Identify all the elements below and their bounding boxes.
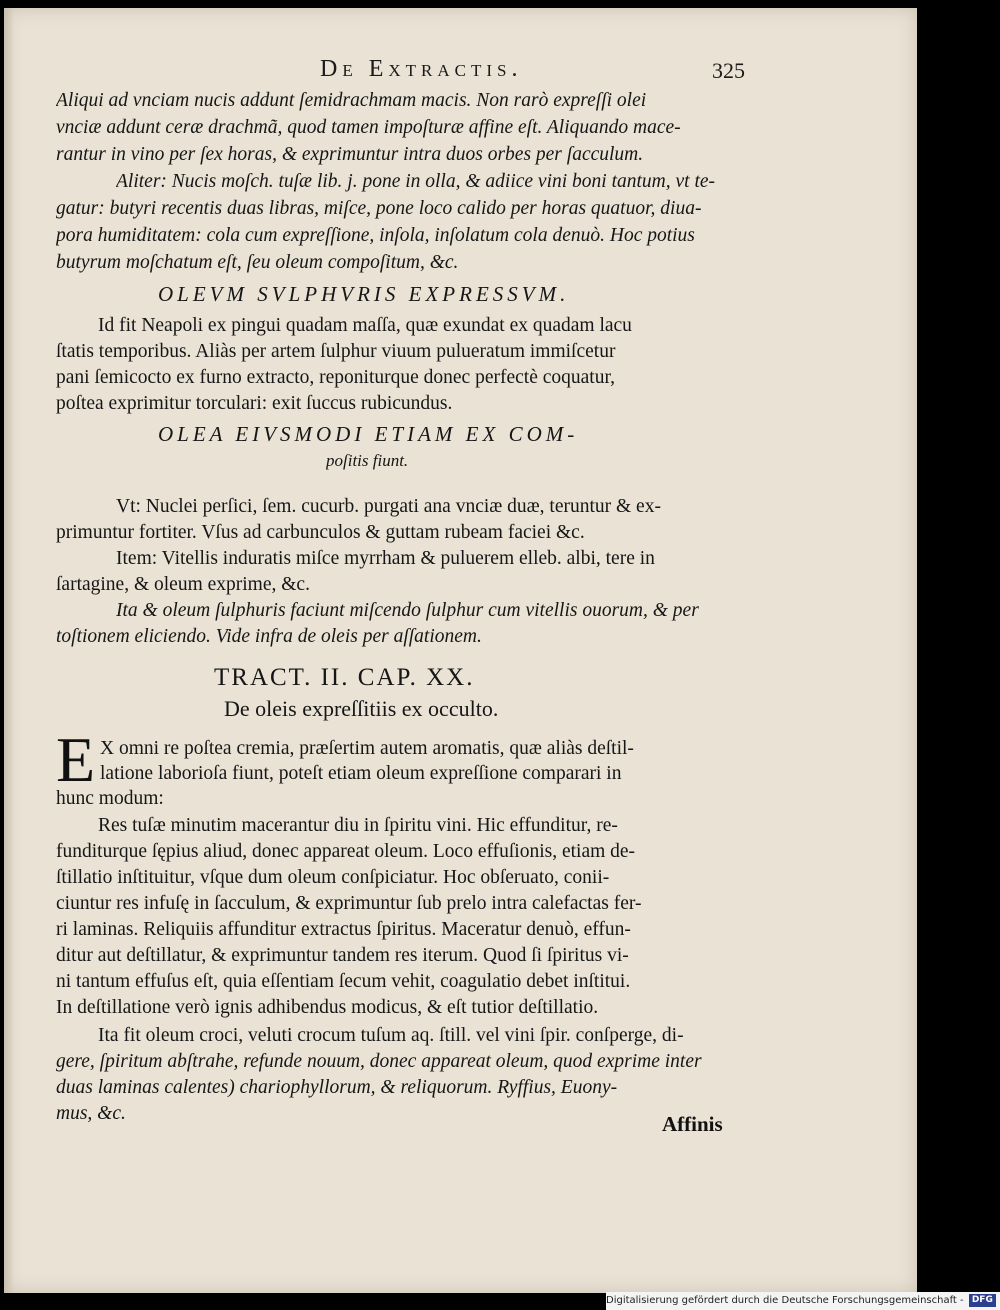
section-heading-continued: poſitis fiunt. [326, 451, 409, 470]
text-line: funditurque ſępius aliud, donec appareat oleum. Loco effuſionis, etiam de- [56, 841, 636, 862]
text-line: pora humiditatem: cola cum expreſſione, inſola, inſolatum cola denuò. Hoc potius [56, 225, 695, 246]
text-line: ciuntur res infuſę in ſacculum, & exprimuntur ſub prelo intra calefactas fer- [56, 893, 642, 914]
dfg-logo: DFG [969, 1294, 996, 1307]
text-line: poſtea exprimitur torculari: exit ſuccus rubicundus. [56, 393, 453, 414]
text-line: pani ſemicocto ex furno extracto, reponiturque donec perfectè coquatur, [56, 367, 616, 388]
text-line: Vt: Nuclei perſici, ſem. cucurb. purgati ana vnciæ duæ, teruntur & ex- [116, 496, 661, 517]
text-line: primuntur fortiter. Vſus ad carbunculos & guttam rubeam faciei &c. [56, 522, 585, 543]
chapter-heading: TRACT. II. CAP. XX. [214, 664, 475, 691]
section-heading: OLEA EIVSMODI ETIAM EX COM- [158, 422, 579, 446]
text-line: Ita fit oleum croci, veluti crocum tuſum aq. ſtill. vel vini ſpir. conſperge, di- [98, 1025, 684, 1046]
text-line: ditur aut deſtillatur, & exprimuntur tandem res iterum. Quod ſi ſpiritus vi- [56, 945, 629, 966]
drop-cap: E [56, 724, 96, 795]
running-head: De Extractis. [320, 56, 523, 82]
text-line: Item: Vitellis induratis miſce myrrham & puluerem elleb. albi, tere in [116, 548, 655, 569]
catchword: Affinis [662, 1112, 723, 1136]
text-line: duas laminas calentes) chariophyllorum, & reliquorum. Ryffius, Euony- [56, 1077, 618, 1098]
text-line: Ita & oleum ſulphuris faciunt miſcendo ſulphur cum vitellis ouorum, & per [116, 600, 699, 621]
page-number: 325 [712, 58, 745, 83]
text-line: gere, ſpiritum abſtrahe, refunde nouum, donec appareat oleum, quod exprime inter [56, 1051, 702, 1072]
text-line: hunc modum: [56, 788, 164, 809]
text-line: X omni re poſtea cremia, præſertim autem aromatis, quæ aliàs deſtil- [100, 738, 634, 759]
page-gutter-shadow [4, 8, 14, 1293]
text-line: rantur in vino per ſex horas, & exprimuntur intra duos orbes per ſacculum. [56, 144, 644, 165]
text-line: gatur: butyri recentis duas libras, miſce, pone loco calido per horas quatuor, diua- [56, 198, 702, 219]
text-line: Id fit Neapoli ex pingui quadam maſſa, quæ exundat ex quadam lacu [98, 315, 632, 336]
text-line: vnciæ addunt ceræ drachmã, quod tamen impoſturæ affine eſt. Aliquando mace- [56, 117, 681, 138]
section-heading: OLEVM SVLPHVRIS EXPRESSVM. [158, 282, 570, 306]
text-line: Res tuſæ minutim macerantur diu in ſpiritu vini. Hic effunditur, re- [98, 815, 618, 836]
text-line: ri laminas. Reliquiis affunditur extractus ſpiritus. Maceratur denuò, effun- [56, 919, 631, 940]
text-line: ni tantum effuſus eſt, quia eſſentiam ſecum vehit, coagulatio debet inſtitui. [56, 971, 631, 992]
text-line: latione laborioſa fiunt, poteſt etiam oleum expreſſione comparari in [100, 763, 622, 784]
footer-text: Digitalisierung gefördert durch die Deutsche Forschungsgemeinschaft - [606, 1295, 964, 1306]
chapter-subtitle: De oleis expreſſitiis ex occulto. [224, 696, 499, 721]
text-line: butyrum moſchatum eſt, ſeu oleum compoſitum, &c. [56, 252, 459, 273]
text-line: toſtionem eliciendo. Vide infra de oleis per aſſationem. [56, 626, 482, 647]
text-line: Aliqui ad vnciam nucis addunt ſemidrachmam macis. Non rarò expreſſi olei [56, 90, 647, 111]
text-line: In deſtillatione verò ignis adhibendus modicus, & eſt tutior deſtillatio. [56, 997, 599, 1018]
text-line: ſtillatio inſtituitur, vſque dum oleum conſpiciatur. Hoc obſeruato, conii- [56, 867, 610, 888]
text-line: ſartagine, & oleum exprime, &c. [56, 574, 310, 595]
text-line: Aliter: Nucis moſch. tuſæ lib. j. pone in olla, & adiice vini boni tantum, vt te- [116, 171, 716, 192]
text-line: mus, &c. [56, 1103, 126, 1124]
digitization-footer [606, 1292, 1000, 1310]
text-line: ſtatis temporibus. Aliàs per artem ſulphur viuum pulueratum immiſcetur [56, 341, 616, 362]
